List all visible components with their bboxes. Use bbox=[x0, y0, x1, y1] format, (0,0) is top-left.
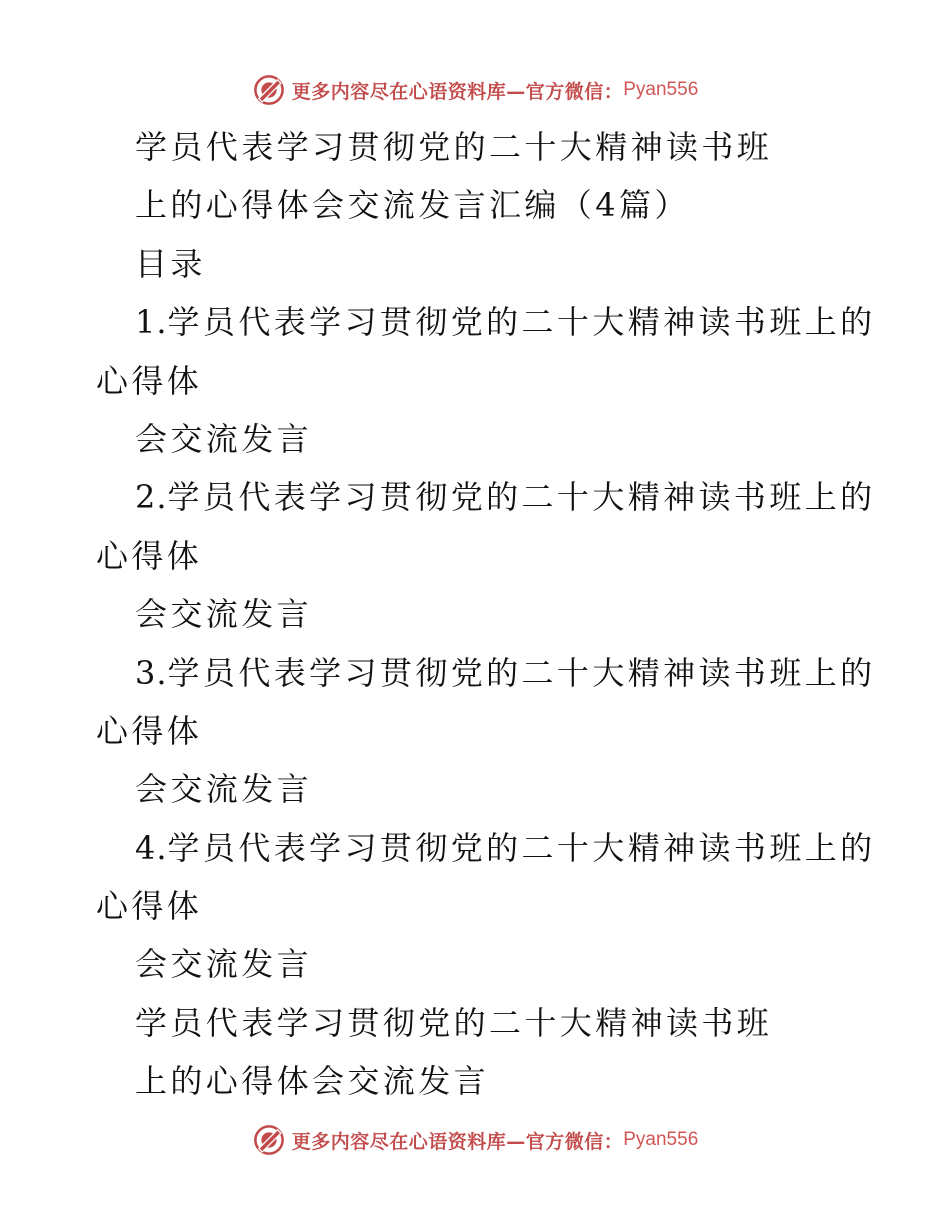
toc-item-text: 学员代表学习贯彻党的二十大精神读书班上的 bbox=[167, 303, 876, 342]
banner-account: Pyan556 bbox=[623, 1129, 699, 1150]
section-title-line-2: 上的心得体会交流发言 bbox=[135, 1062, 490, 1101]
toc-item-number: 2. bbox=[135, 478, 168, 517]
toc-item-4-cont: 心得体 bbox=[96, 887, 203, 926]
toc-item-text: 学员代表学习贯彻党的二十大精神读书班上的 bbox=[167, 478, 876, 517]
toc-item-2 bbox=[0, 468, 950, 526]
toc-item-text: 学员代表学习贯彻党的二十大精神读书班上的 bbox=[167, 653, 876, 692]
banner-account: Pyan556 bbox=[623, 79, 699, 100]
toc-heading: 目录 bbox=[135, 244, 206, 283]
toc-item-3-cont: 心得体 bbox=[96, 711, 203, 750]
footer-banner bbox=[0, 1120, 950, 1160]
toc-item-3-end: 会交流发言 bbox=[135, 770, 313, 809]
toc-item-number: 4. bbox=[135, 828, 168, 867]
toc-item-1 bbox=[0, 293, 950, 351]
banner-text: 更多内容尽在心语资料库—官方微信： bbox=[291, 1130, 624, 1153]
doc-title-line-2: 上的心得体会交流发言汇编（4篇） bbox=[135, 186, 690, 225]
toc-item-2-cont: 心得体 bbox=[96, 536, 203, 575]
document-body bbox=[0, 118, 950, 1111]
toc-item-3 bbox=[0, 644, 950, 702]
toc-item-4-end: 会交流发言 bbox=[135, 945, 313, 984]
doc-title-line-1: 学员代表学习贯彻党的二十大精神读书班 bbox=[135, 128, 773, 166]
toc-item-4 bbox=[0, 819, 950, 877]
toc-item-1-cont: 心得体 bbox=[96, 361, 203, 400]
toc-item-text: 学员代表学习贯彻党的二十大精神读书班上的 bbox=[167, 828, 876, 867]
header-banner bbox=[0, 70, 950, 110]
section-title-line-1: 学员代表学习贯彻党的二十大精神读书班 bbox=[135, 1003, 773, 1042]
toc-item-number: 1. bbox=[135, 303, 168, 342]
banner-text: 更多内容尽在心语资料库—官方微信： bbox=[291, 80, 624, 103]
pen-logo-icon bbox=[252, 73, 286, 107]
pen-logo-icon bbox=[252, 1123, 286, 1157]
toc-item-1-end: 会交流发言 bbox=[135, 419, 313, 458]
toc-item-2-end: 会交流发言 bbox=[135, 595, 313, 634]
toc-item-number: 3. bbox=[135, 653, 168, 692]
